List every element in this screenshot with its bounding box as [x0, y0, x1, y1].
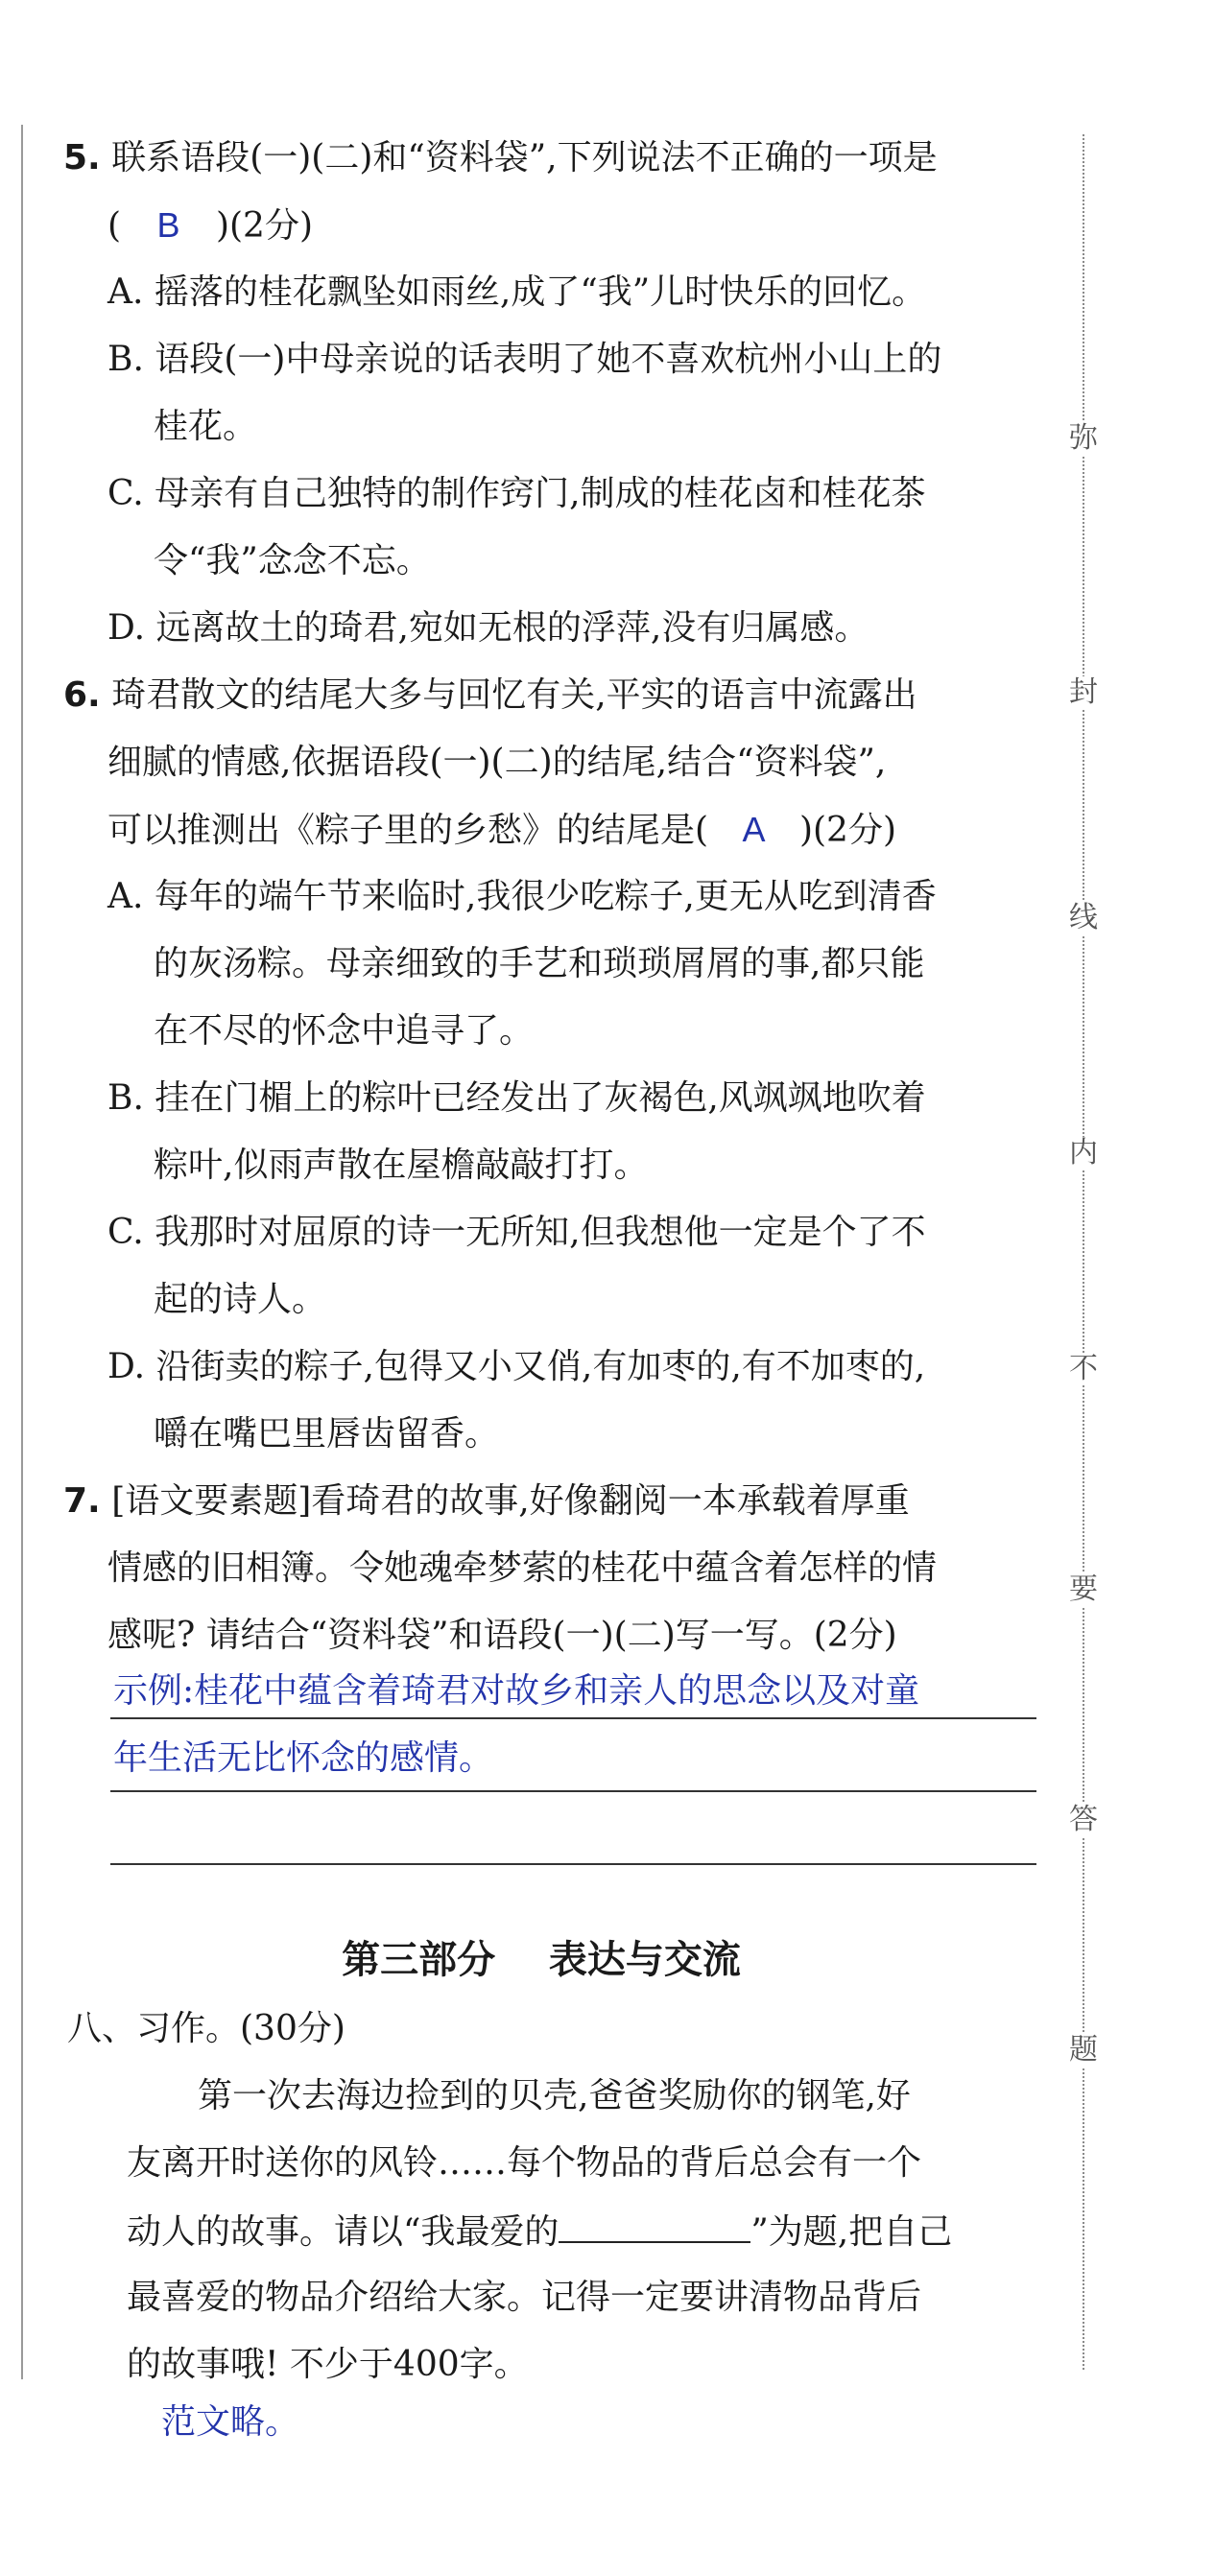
question-text: [语文要素题]看琦君的故事,好像翻阅一本承载着厚重 [111, 1481, 910, 1521]
option-a: A. 每年的端午节来临时,我很少吃粽子,更无从吃到清香 [107, 877, 937, 916]
margin-char: 线 [1069, 901, 1098, 934]
title-blank [559, 2207, 750, 2243]
answer-line: 示例:桂花中蕴含着琦君对故乡和亲人的思念以及对童 [113, 1671, 920, 1711]
handwritten-answer: B [156, 205, 180, 245]
question-text: 可以推测出《粽子里的乡愁》的结尾是( [107, 811, 709, 850]
option-d: D. 远离故土的琦君,宛如无根的浮萍,没有归属感。 [107, 608, 869, 648]
q7-stem [63, 1477, 910, 1525]
option-c-cont: 起的诗人。 [154, 1280, 327, 1319]
question-number: 5. [63, 138, 101, 177]
option-d-cont: 嚼在嘴巴里唇齿留香。 [154, 1414, 500, 1453]
question-text: 联系语段(一)(二)和“资料袋”,下列说法不正确的一项是 [111, 138, 938, 177]
q6-stem-line2: 细腻的情感,依据语段(一)(二)的结尾,结合“资料袋”, [107, 743, 887, 782]
score-label: )(2分) [798, 811, 897, 850]
option-a-cont: 在不尽的怀念中追寻了。 [154, 1011, 535, 1051]
q5-answer-line [107, 201, 313, 250]
margin-char: 要 [1069, 1572, 1098, 1606]
prompt-line: 的故事哦! 不少于400字。 [127, 2345, 529, 2384]
option-a: A. 摇落的桂花飘坠如雨丝,成了“我”儿时快乐的回忆。 [107, 272, 927, 312]
margin-char: 不 [1069, 1352, 1098, 1385]
margin-char: 封 [1069, 675, 1098, 709]
prompt-text: 动人的故事。请以“我最爱的 [127, 2212, 559, 2252]
question-number: 7. [63, 1481, 101, 1521]
q7-stem-line3: 感呢? 请结合“资料袋”和语段(一)(二)写一写。(2分) [107, 1616, 897, 1655]
option-b: B. 挂在门楣上的粽叶已经发出了灰褐色,风飒飒地吹着 [107, 1078, 926, 1118]
margin-char: 题 [1069, 2033, 1098, 2067]
handwritten-answer: A [742, 810, 766, 849]
question-text: 琦君散文的结尾大多与回忆有关,平实的语言中流露出 [111, 675, 917, 715]
margin-char: 内 [1069, 1136, 1098, 1170]
prompt-line: 友离开时送你的风铃……每个物品的背后总会有一个 [127, 2143, 922, 2183]
left-border [21, 125, 23, 2379]
prompt-line: 第一次去海边捡到的贝壳,爸爸奖励你的钢笔,好 [198, 2076, 911, 2115]
score-label: )(2分) [215, 206, 314, 246]
option-c: C. 我那时对屈原的诗一无所知,但我想他一定是个了不 [107, 1213, 926, 1252]
q6-stem [63, 672, 917, 720]
option-b-cont: 粽叶,似雨声散在屋檐敲敲打打。 [154, 1146, 649, 1185]
answer-rule [110, 1717, 1036, 1719]
option-b-cont: 桂花。 [154, 407, 258, 446]
option-b: B. 语段(一)中母亲说的话表明了她不喜欢杭州小山上的 [107, 340, 942, 379]
question-number: 6. [63, 675, 101, 715]
option-d: D. 沿街卖的粽子,包得又小又俏,有加枣的,有不加枣的, [107, 1347, 926, 1386]
prompt-text: ”为题,把自己 [750, 2212, 953, 2252]
option-a-cont: 的灰汤粽。母亲细致的手艺和琐琐屑屑的事,都只能 [154, 944, 925, 983]
margin-char: 弥 [1069, 421, 1098, 455]
q8-heading: 八、习作。(30分) [67, 2009, 345, 2048]
option-c: C. 母亲有自己独特的制作窍门,制成的桂花卤和桂花茶 [107, 474, 926, 513]
essay-answer: 范文略。 [161, 2402, 300, 2442]
margin-char: 答 [1069, 1803, 1098, 1836]
q5-stem [63, 134, 938, 182]
answer-rule [110, 1863, 1036, 1865]
option-c-cont: 令“我”念念不忘。 [154, 541, 431, 580]
answer-line: 年生活无比怀念的感情。 [113, 1738, 494, 1778]
answer-rule [110, 1790, 1036, 1792]
section-title: 第三部分 表达与交流 [342, 1938, 741, 1982]
prompt-line: 最喜爱的物品介绍给大家。记得一定要讲清物品背后 [127, 2278, 922, 2317]
prompt-line [127, 2207, 952, 2257]
paren-open: ( [107, 206, 122, 246]
q7-stem-line2: 情感的旧相簿。令她魂牵梦萦的桂花中蕴含着怎样的情 [107, 1548, 938, 1588]
q6-stem-line3 [107, 806, 896, 855]
